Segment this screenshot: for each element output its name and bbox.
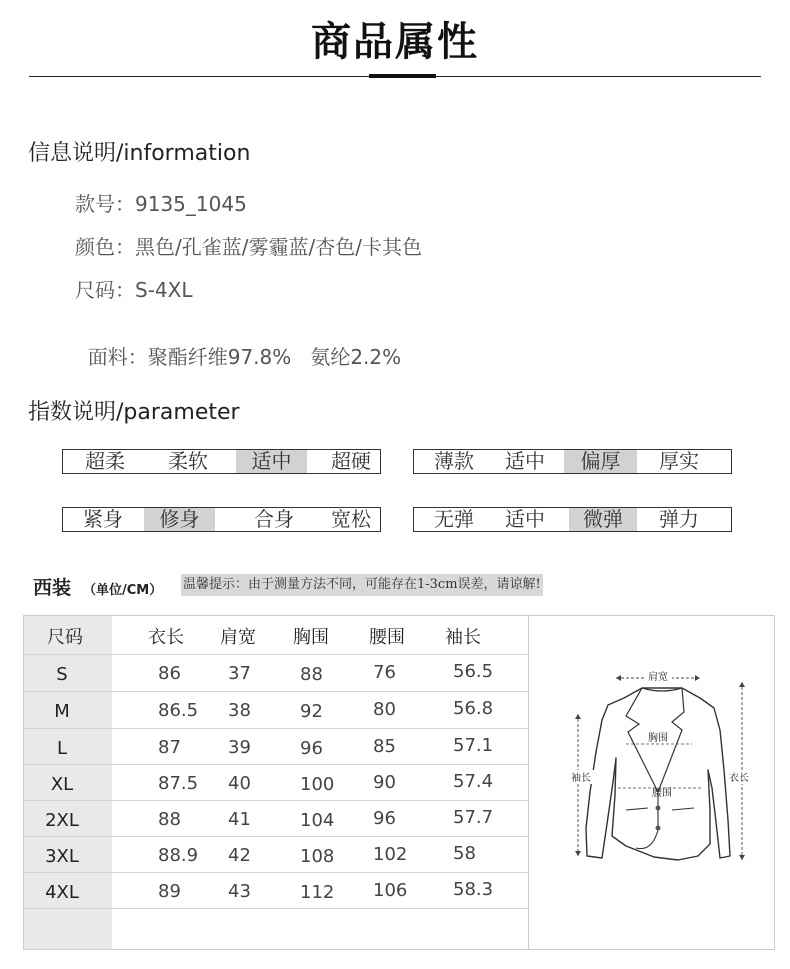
table-cell-size: 4XL	[45, 882, 79, 903]
table-cell: 38	[228, 700, 251, 721]
row-divider	[23, 728, 529, 729]
table-cell: 88	[158, 809, 181, 830]
param-thickness	[413, 449, 732, 474]
info-value: 黑色/孔雀蓝/雾霾蓝/杏色/卡其色	[135, 235, 422, 259]
table-cell: 58.3	[453, 879, 494, 900]
table-cell: 106	[373, 880, 408, 901]
info-value: S-4XL	[135, 278, 193, 302]
table-cell: 100	[300, 774, 335, 795]
param-option: 柔软	[168, 449, 208, 473]
table-header-waist: 腰围	[369, 627, 405, 648]
table-cell: 87	[158, 737, 181, 758]
length-label: 衣长	[729, 773, 749, 784]
param-option-selected: 修身	[144, 508, 215, 531]
info-value: 聚酯纤维97.8% 氨纶2.2%	[147, 345, 402, 369]
table-header-chest: 胸围	[293, 627, 329, 648]
param-option-selected: 偏厚	[564, 450, 637, 473]
jacket-button	[656, 806, 661, 811]
table-header-length: 衣长	[148, 627, 184, 648]
row-divider	[23, 654, 529, 655]
table-cell: 80	[373, 699, 396, 720]
measurement-tip: 温馨提示：由于测量方法不同，可能存在1-3cm误差，请谅解!	[181, 574, 543, 596]
param-option: 无弹	[434, 507, 474, 531]
table-cell: 102	[373, 844, 408, 865]
table-cell-size: XL	[50, 774, 74, 795]
row-divider	[23, 691, 529, 692]
param-option-selected: 适中	[236, 450, 307, 473]
table-cell: 40	[228, 773, 251, 794]
jacket-outline	[586, 688, 730, 860]
table-cell-size: S	[56, 664, 68, 685]
param-option: 宽松	[331, 507, 371, 531]
table-cell: 112	[300, 882, 335, 903]
info-row-sizes	[75, 274, 192, 303]
jacket-button	[656, 826, 661, 831]
table-header-shoulder: 肩宽	[220, 627, 256, 648]
table-cell-size: 2XL	[45, 810, 79, 831]
param-elasticity	[413, 507, 732, 532]
info-value: 9135_1045	[135, 192, 247, 216]
table-cell-size: 3XL	[45, 846, 79, 867]
table-cell: 42	[228, 845, 251, 866]
info-label: 尺码：	[75, 278, 135, 302]
table-cell: 96	[300, 738, 323, 759]
table-cell: 58	[453, 843, 476, 864]
page-title: 商品属性	[311, 19, 479, 65]
table-cell: 87.5	[158, 773, 199, 794]
table-cell: 39	[228, 737, 251, 758]
table-cell: 57.7	[453, 807, 494, 828]
table-cell: 86.5	[158, 700, 199, 721]
table-cell: 76	[373, 662, 396, 683]
table-cell: 104	[300, 810, 335, 831]
info-row-colors	[75, 231, 422, 260]
table-cell: 88	[300, 664, 323, 685]
info-label: 款号：	[75, 192, 135, 216]
info-row-style-no	[75, 188, 247, 217]
row-divider	[23, 764, 529, 765]
table-cell: 108	[300, 846, 335, 867]
row-divider	[23, 872, 529, 873]
param-option: 适中	[505, 449, 545, 473]
table-diagram-divider	[528, 615, 529, 950]
suit-title: 西装	[33, 577, 72, 599]
table-cell: 96	[373, 808, 396, 829]
sleeve-label: 袖长	[571, 773, 591, 784]
table-cell: 43	[228, 881, 251, 902]
param-option: 紧身	[83, 507, 123, 531]
parameter-heading: 指数说明/parameter	[28, 400, 240, 425]
row-divider	[23, 908, 529, 909]
row-divider	[23, 836, 529, 837]
param-option: 弹力	[659, 507, 699, 531]
info-heading: 信息说明/information	[28, 141, 251, 166]
waist-label: 腰围	[652, 788, 672, 799]
param-option: 合身	[254, 507, 294, 531]
param-option: 适中	[505, 507, 545, 531]
param-option: 厚实	[659, 449, 699, 473]
param-option: 超柔	[85, 449, 125, 473]
suit-unit: （单位/CM）	[83, 583, 163, 598]
table-cell: 85	[373, 736, 396, 757]
table-cell: 56.8	[453, 698, 494, 719]
title-divider-accent	[369, 74, 436, 78]
chest-label: 胸围	[648, 733, 668, 744]
param-option: 超硬	[331, 449, 371, 473]
table-cell: 37	[228, 663, 251, 684]
table-cell-size: L	[56, 738, 68, 759]
table-cell: 41	[228, 809, 251, 830]
table-cell-size: M	[54, 701, 70, 722]
info-row-fabric	[75, 317, 401, 370]
param-option-selected: 微弹	[569, 508, 637, 531]
table-cell: 86	[158, 663, 181, 684]
suit-measurement-diagram	[560, 660, 760, 870]
row-divider	[23, 800, 529, 801]
table-cell: 56.5	[453, 661, 494, 682]
table-cell: 89	[158, 881, 181, 902]
param-softness	[62, 449, 381, 474]
table-header-size: 尺码	[47, 627, 83, 648]
info-label: 面料：	[87, 345, 148, 369]
info-label: 颜色：	[75, 235, 135, 259]
param-fit	[62, 507, 381, 532]
table-cell: 92	[300, 701, 323, 722]
table-cell: 57.1	[453, 735, 494, 756]
param-option: 薄款	[434, 449, 474, 473]
table-header-sleeve: 袖长	[445, 627, 481, 648]
table-cell: 88.9	[158, 845, 199, 866]
table-cell: 90	[373, 772, 396, 793]
shoulder-label: 肩宽	[648, 672, 668, 683]
table-cell: 57.4	[453, 771, 494, 792]
